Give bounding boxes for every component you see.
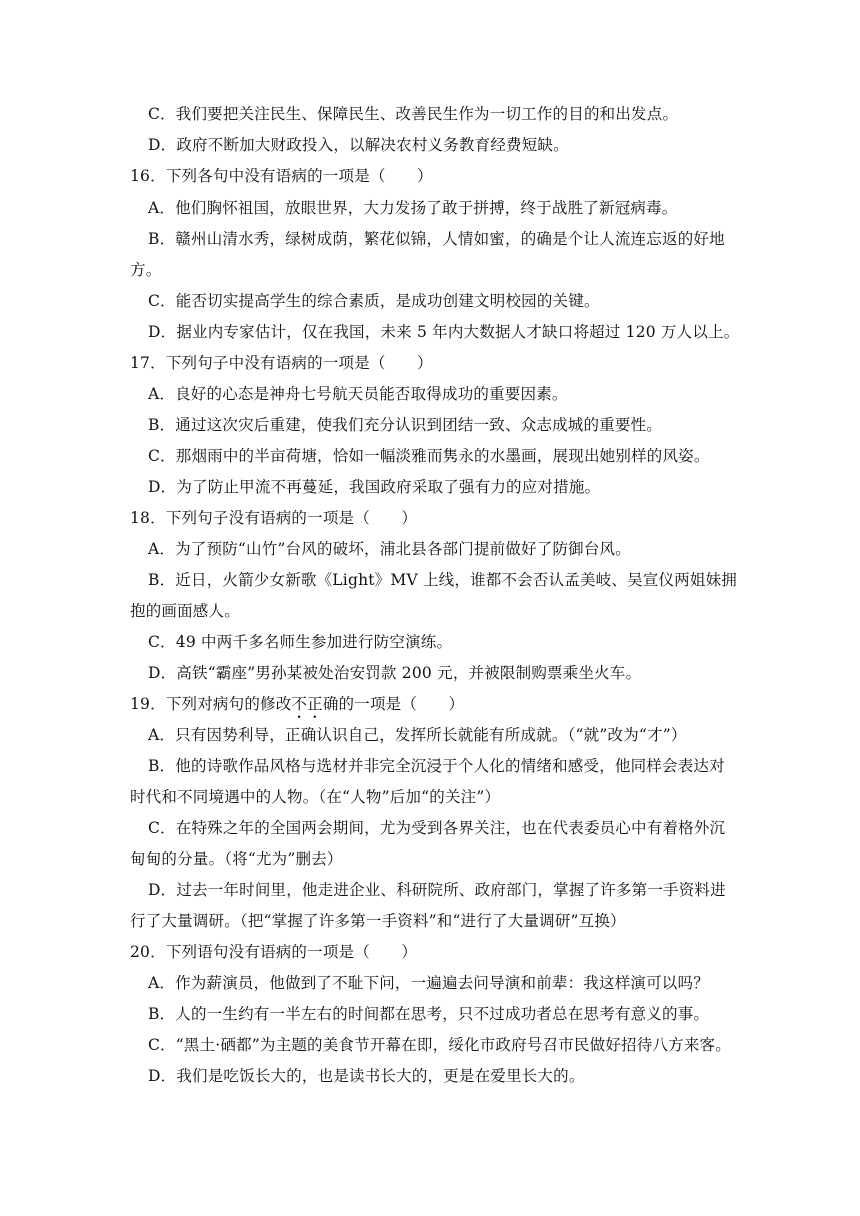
option-line: D．我们是吃饭长大的，也是读书长大的，更是在爱里长大的。 — [148, 1067, 585, 1085]
option-line: D．过去一年时间里，他走进企业、科研院所、政府部门，掌握了许多第一手资料进 — [148, 881, 726, 899]
option-line: C．“黑土·硒都”为主题的美食节开幕在即，绥化市政府号召市民做好招待八方来客。 — [148, 1036, 731, 1054]
option-line: D．为了防止甲流不再蔓延，我国政府采取了强有力的应对措施。 — [148, 478, 601, 496]
question-20: 20．下列语句没有语病的一项是（ ） — [130, 943, 418, 961]
option-line: A．为了预防“山竹”台风的破坏，浦北县各部门提前做好了防御台风。 — [148, 540, 631, 558]
option-line: B．人的一生约有一半左右的时间都在思考，只不过成功者总在思考有意义的事。 — [148, 1005, 710, 1023]
option-line: D．政府不断加大财政投入，以解决农村义务教育经费短缺。 — [148, 136, 569, 154]
option-line: C．能否切实提高学生的综合素质，是成功创建文明校园的关键。 — [148, 292, 600, 310]
option-line: A．他们胸怀祖国，放眼世界，大力发扬了敢于拼搏，终于战胜了新冠病毒。 — [148, 199, 678, 217]
question-19 — [130, 693, 464, 722]
question-16: 16．下列各句中没有语病的一项是（ ） — [130, 167, 433, 185]
option-line: C．那烟雨中的半亩荷塘，恰如一幅淡雅而隽永的水墨画，展现出她别样的风姿。 — [148, 447, 710, 465]
question-17: 17．下列句子中没有语病的一项是（ ） — [130, 354, 433, 372]
emphasized-text: 不正 — [291, 695, 323, 713]
option-line: B．他的诗歌作品风格与选材并非完全沉浸于个人化的情绪和感受，他同样会表达对 — [148, 757, 725, 775]
continuation-line: 抱的画面感人。 — [130, 602, 240, 620]
question-18: 18．下列句子没有语病的一项是（ ） — [130, 509, 418, 527]
question-19-prefix: 19．下列对病句的修改 — [130, 695, 292, 713]
continuation-line: 甸甸的分量。（将“尤为”删去） — [130, 850, 343, 868]
continuation-line: 时代和不同境遇中的人物。（在“人物”后加“的关注”） — [130, 788, 501, 806]
option-line: A．作为薪演员，他做到了不耻下问，一遍遍去问导演和前辈：我这样演可以吗？ — [148, 974, 709, 992]
option-line: A．只有因势利导，正确认识自己，发挥所长就能有所成就。（“就”改为“才”） — [148, 726, 687, 744]
option-line: D．高铁“霸座”男孙某被处治安罚款 200 元，并被限制购票乘坐火车。 — [148, 664, 642, 682]
option-line: B．赣州山清水秀，绿树成荫，繁花似锦，人情如蜜，的确是个让人流连忘返的好地 — [148, 230, 725, 248]
option-line: C．在特殊之年的全国两会期间，尤为受到各界关注，也在代表委员心中有着格外沉 — [148, 819, 726, 837]
continuation-line: 方。 — [130, 261, 162, 279]
option-line: C．我们要把关注民生、保障民生、改善民生作为一切工作的目的和出发点。 — [148, 105, 679, 123]
option-line: A．良好的心态是神舟七号航天员能否取得成功的重要因素。 — [148, 385, 568, 403]
option-line: C．49 中两千多名师生参加进行防空演练。 — [148, 633, 453, 651]
option-line: D．据业内专家估计，仅在我国，未来 5 年内大数据人才缺口将超过 120 万人以上。 — [148, 323, 740, 341]
continuation-line: 行了大量调研。（把“掌握了许多第一手资料”和“进行了大量调研”互换） — [130, 912, 626, 930]
option-line: B．近日，火箭少女新歌《Light》MV 上线，谁都不会否认孟美岐、吴宣仪两姐妹拥 — [148, 571, 737, 589]
question-19-suffix: 确的一项是（ ） — [322, 695, 465, 713]
option-line: B．通过这次灾后重建，使我们充分认识到团结一致、众志成城的重要性。 — [148, 416, 662, 434]
